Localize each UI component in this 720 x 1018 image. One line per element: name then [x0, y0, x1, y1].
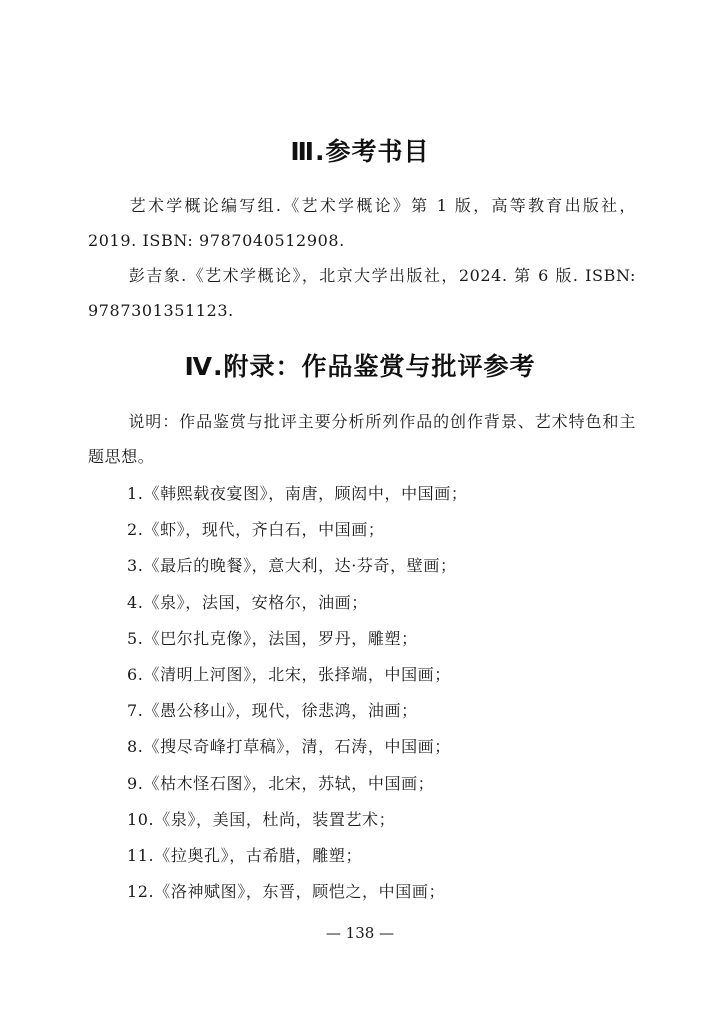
list-item: 8.《搜尽奇峰打草稿》，清，石涛，中国画； — [127, 737, 451, 757]
reference-entry — [88, 188, 636, 258]
list-item: 7.《愚公移山》，现代，徐悲鸿，油画； — [127, 701, 418, 721]
list-item: 5.《巴尔扎克像》，法国，罗丹，雕塑； — [127, 628, 418, 648]
appendix-note — [88, 404, 636, 474]
page-number: — 138 — — [325, 924, 395, 942]
appendix-note-text: 说明：作品鉴赏与批评主要分析所列作品的创作背景、艺术特色和主题思想。 — [88, 412, 636, 466]
list-item: 2.《虾》，现代，齐白石，中国画； — [127, 520, 385, 540]
section-heading-bibliography: Ⅲ.参考书目 — [290, 137, 430, 166]
artwork-list — [127, 476, 467, 910]
reference-text: 艺术学概论编写组.《艺术学概论》第 1 版，高等教育出版社，2019. ISBN: 9787040512908. — [88, 196, 636, 250]
list-item: 3.《最后的晚餐》，意大利，达·芬奇，壁画； — [127, 556, 457, 576]
list-item: 4.《泉》，法国，安格尔，油画； — [127, 592, 368, 612]
reference-entry — [88, 258, 636, 328]
reference-text: 彭吉象.《艺术学概论》，北京大学出版社，2024. 第 6 版. ISBN: 9787301351123. — [88, 266, 636, 320]
list-item: 11.《拉奥孔》，古希腊，雕塑； — [127, 845, 363, 865]
list-item: 10.《泉》，美国，杜尚，装置艺术； — [127, 809, 396, 829]
list-item: 1.《韩熙载夜宴图》，南唐，顾闳中，中国画； — [127, 484, 468, 503]
list-item: 9.《枯木怪石图》，北宋，苏轼，中国画； — [127, 773, 435, 793]
list-item: 12.《洛神赋图》，东晋，顾恺之，中国画； — [127, 882, 446, 902]
list-item: 6.《清明上河图》，北宋，张择端，中国画； — [127, 664, 451, 684]
section-heading-appendix: Ⅳ.附录：作品鉴赏与批评参考 — [184, 352, 536, 381]
